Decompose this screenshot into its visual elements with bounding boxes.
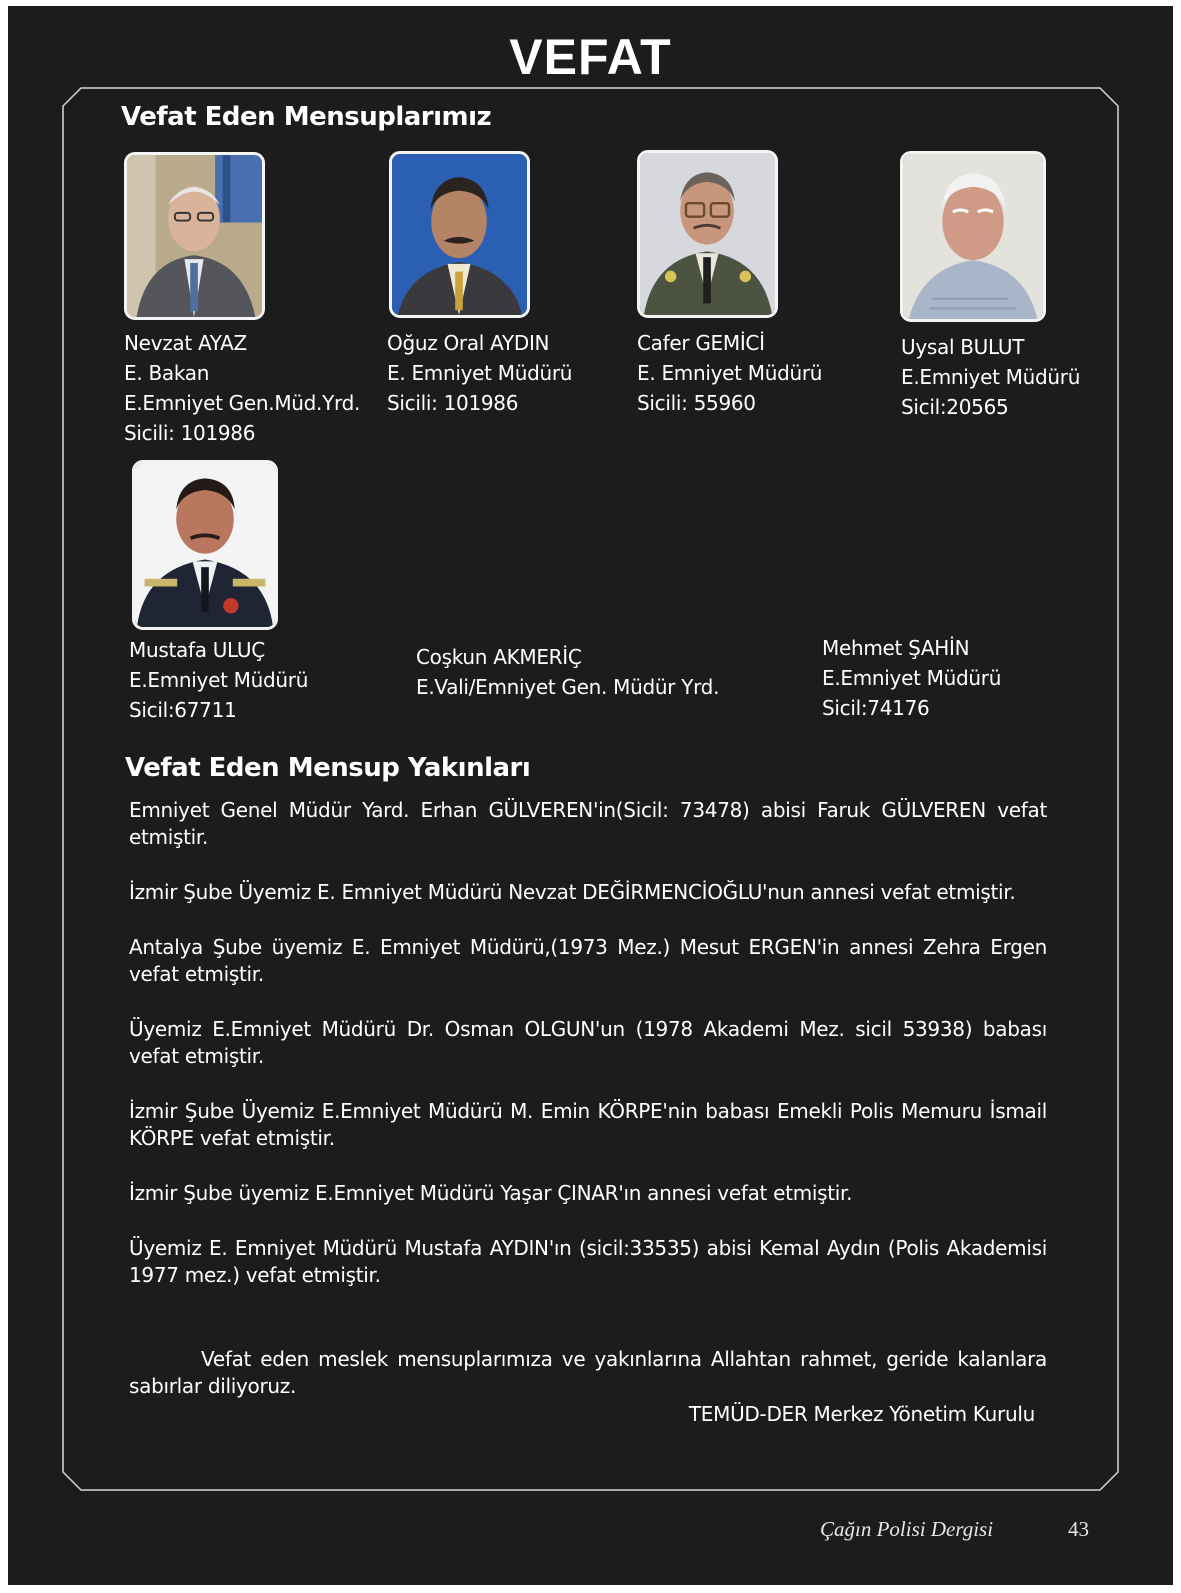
footer-magazine-name: Çağın Polisi Dergisi — [820, 1517, 994, 1541]
relative-notice: Antalya Şube üyemiz E. Emniyet Müdürü,(1973 Mez.) Mesut ERGEN'in annesi Zehra Ergen vefat etmiştir. — [129, 935, 1047, 986]
member-registry: Sicili: 101986 — [387, 391, 519, 415]
relative-notice: Üyemiz E. Emniyet Müdürü Mustafa AYDIN'ın (sicil:33535) abisi Kemal Aydın (Polis Akademisi 1977 mez.) vefat etmiştir. — [129, 1236, 1047, 1287]
member-name: Nevzat AYAZ — [124, 331, 247, 355]
member-name: Coşkun AKMERİÇ — [416, 645, 582, 669]
relative-notice: Üyemiz E.Emniyet Müdürü Dr. Osman OLGUN'un (1978 Akademi Mez. sicil 53938) babası vefat etmiştir. — [129, 1017, 1047, 1068]
magazine-page — [8, 6, 1173, 1585]
member-caption-mustafa-uluc — [129, 635, 308, 725]
member-photo-nevzat-ayaz — [124, 152, 265, 320]
relatives-list — [129, 797, 1047, 1317]
member-title: E.Emniyet Gen.Müd.Yrd. — [124, 391, 361, 415]
member-photo-uysal-bulut — [900, 151, 1046, 322]
member-photo-cafer-gemici — [637, 150, 778, 318]
member-name: Mustafa ULUÇ — [129, 638, 265, 662]
member-registry: Sicil:67711 — [129, 698, 237, 722]
member-caption-nevzat-ayaz — [124, 328, 360, 448]
relative-notice: İzmir Şube üyemiz E.Emniyet Müdürü Yaşar ÇINAR'ın annesi vefat etmiştir. — [129, 1181, 853, 1205]
relative-notice: İzmir Şube Üyemiz E. Emniyet Müdürü Nevzat DEĞİRMENCİOĞLU'nun annesi vefat etmiştir. — [129, 880, 1016, 904]
signature: TEMÜD-DER Merkez Yönetim Kurulu — [688, 1402, 1035, 1426]
relative-notice: İzmir Şube Üyemiz E.Emniyet Müdürü M. Emin KÖRPE'nin babası Emekli Polis Memuru İsmail KÖRPE vefat etmiştir. — [129, 1099, 1047, 1150]
member-name: Mehmet ŞAHİN — [822, 636, 970, 660]
member-caption-cafer-gemici — [637, 328, 822, 418]
member-registry: Sicili: 101986 — [124, 421, 256, 445]
member-photo-oguz-oral-aydin — [389, 151, 530, 318]
member-title: E. Emniyet Müdürü — [387, 361, 573, 385]
member-photo-mustafa-uluc — [132, 460, 278, 630]
member-title: E.Emniyet Müdürü — [901, 365, 1081, 389]
footer-page-number: 43 — [1068, 1517, 1089, 1541]
member-registry: Sicil:74176 — [822, 696, 930, 720]
member-caption-mehmet-sahin — [822, 633, 1001, 723]
member-title: E. Emniyet Müdürü — [637, 361, 823, 385]
member-title: E. Bakan — [124, 361, 210, 385]
member-title: E.Emniyet Müdürü — [129, 668, 309, 692]
member-caption-oguz-oral-aydin — [387, 328, 572, 418]
member-name: Oğuz Oral AYDIN — [387, 331, 550, 355]
relatives-section-title: Vefat Eden Mensup Yakınları — [125, 753, 531, 783]
page-title: VEFAT — [509, 29, 672, 85]
member-caption-uysal-bulut — [901, 332, 1080, 422]
member-title: E.Vali/Emniyet Gen. Müdür Yrd. — [416, 675, 720, 699]
members-section-title: Vefat Eden Mensuplarımız — [121, 102, 492, 132]
member-registry: Sicil:20565 — [901, 395, 1009, 419]
closing-message: Vefat eden meslek mensuplarımıza ve yakınlarına Allahtan rahmet, geride kalanlara sabırlar diliyoruz. — [129, 1347, 1047, 1398]
relative-notice: Emniyet Genel Müdür Yard. Erhan GÜLVEREN'in(Sicil: 73478) abisi Faruk GÜLVEREN vefat etmiştir. — [129, 798, 1047, 849]
member-name: Cafer GEMİCİ — [637, 331, 765, 355]
member-name: Uysal BULUT — [901, 335, 1025, 359]
member-title: E.Emniyet Müdürü — [822, 666, 1002, 690]
member-caption-coskun-akmeric — [416, 642, 719, 702]
member-registry: Sicili: 55960 — [637, 391, 756, 415]
